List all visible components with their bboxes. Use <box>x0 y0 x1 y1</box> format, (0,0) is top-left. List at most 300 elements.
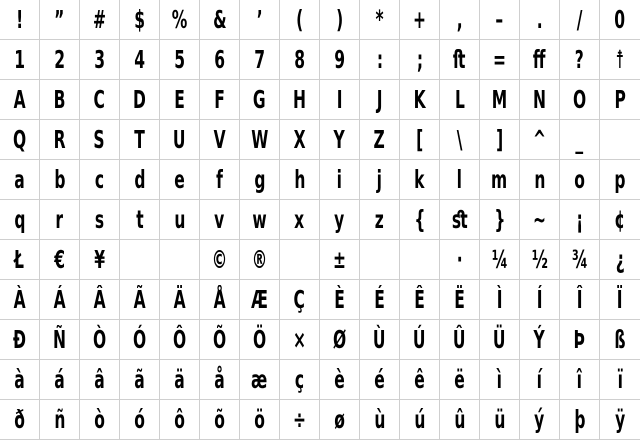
glyph-character: m <box>491 165 508 194</box>
glyph-cell[interactable] <box>520 160 560 200</box>
glyph-character: e <box>174 165 185 194</box>
glyph-character: A <box>13 85 26 114</box>
glyph-cell[interactable] <box>0 400 40 440</box>
glyph-character: / <box>576 5 583 34</box>
glyph-cell[interactable] <box>200 120 240 160</box>
glyph-character: á <box>54 365 65 394</box>
glyph-character: y <box>334 205 345 234</box>
glyph-cell[interactable] <box>280 0 320 40</box>
glyph-cell[interactable] <box>320 360 360 400</box>
glyph-character: # <box>92 5 106 34</box>
glyph-cell[interactable] <box>440 200 480 240</box>
glyph-character: Á <box>53 285 66 314</box>
glyph-character: d <box>133 165 146 194</box>
glyph-character: g <box>253 165 266 194</box>
glyph-cell[interactable] <box>120 160 160 200</box>
glyph-cell[interactable] <box>480 240 520 280</box>
glyph-cell[interactable] <box>520 200 560 240</box>
glyph-character: $ <box>134 5 145 34</box>
glyph-character: * <box>375 5 384 34</box>
glyph-character: { <box>413 205 426 234</box>
glyph-character: f <box>216 165 223 194</box>
glyph-character: p <box>614 165 626 194</box>
glyph-cell[interactable] <box>240 40 280 80</box>
glyph-cell[interactable] <box>280 320 320 360</box>
glyph-character: ) <box>335 5 344 34</box>
glyph-character: J <box>376 85 383 114</box>
glyph-cell[interactable] <box>520 320 560 360</box>
glyph-cell[interactable] <box>320 320 360 360</box>
glyph-cell[interactable] <box>560 360 600 400</box>
glyph-cell[interactable] <box>200 0 240 40</box>
glyph-character: R <box>53 125 66 154</box>
glyph-cell[interactable] <box>80 40 120 80</box>
glyph-character: Ó <box>132 325 147 354</box>
glyph-character: _ <box>575 125 584 154</box>
glyph-character: % <box>171 5 188 34</box>
glyph-cell[interactable] <box>80 160 120 200</box>
glyph-cell[interactable] <box>200 360 240 400</box>
glyph-character: = <box>492 45 506 74</box>
glyph-cell[interactable] <box>480 400 520 440</box>
glyph-character: M <box>491 85 508 114</box>
glyph-cell[interactable] <box>240 200 280 240</box>
glyph-character: L <box>454 85 465 114</box>
glyph-cell[interactable] <box>80 400 120 440</box>
glyph-cell[interactable] <box>0 40 40 80</box>
glyph-character: ñ <box>53 405 66 434</box>
glyph-cell[interactable] <box>320 0 360 40</box>
glyph-cell[interactable] <box>240 320 280 360</box>
glyph-cell[interactable] <box>560 160 600 200</box>
glyph-character: ß <box>614 325 626 354</box>
glyph-cell[interactable] <box>40 360 80 400</box>
glyph-cell[interactable] <box>600 120 640 160</box>
glyph-cell[interactable] <box>440 320 480 360</box>
glyph-character: P <box>614 85 626 114</box>
glyph-character: 4 <box>134 45 145 74</box>
glyph-character: 1 <box>14 45 25 74</box>
glyph-character: Í <box>536 285 543 314</box>
glyph-cell[interactable] <box>160 360 200 400</box>
glyph-cell[interactable] <box>320 240 360 280</box>
glyph-character: n <box>533 165 546 194</box>
glyph-cell[interactable] <box>120 240 160 280</box>
glyph-character: H <box>293 85 306 114</box>
glyph-cell[interactable] <box>400 320 440 360</box>
glyph-character: ï <box>617 365 623 394</box>
glyph-cell[interactable] <box>480 200 520 240</box>
glyph-cell[interactable] <box>280 360 320 400</box>
glyph-character: ± <box>332 245 346 274</box>
glyph-character: Ý <box>533 325 546 354</box>
glyph-cell[interactable] <box>600 320 640 360</box>
glyph-character: Ê <box>414 285 425 314</box>
glyph-cell[interactable] <box>240 280 280 320</box>
glyph-cell[interactable] <box>40 320 80 360</box>
glyph-cell[interactable] <box>520 360 560 400</box>
glyph-character: ? <box>574 45 584 74</box>
glyph-cell[interactable] <box>120 400 160 440</box>
glyph-character: 3 <box>94 45 105 74</box>
glyph-cell[interactable] <box>160 240 200 280</box>
glyph-cell[interactable] <box>160 400 200 440</box>
glyph-character: z <box>374 205 385 234</box>
glyph-character: · <box>456 245 463 274</box>
glyph-cell[interactable] <box>0 0 40 40</box>
glyph-cell[interactable] <box>560 200 600 240</box>
glyph-cell[interactable] <box>440 280 480 320</box>
glyph-cell[interactable] <box>320 400 360 440</box>
glyph-cell[interactable] <box>160 120 200 160</box>
glyph-character: æ <box>251 365 268 394</box>
glyph-cell[interactable] <box>440 240 480 280</box>
glyph-cell[interactable] <box>320 40 360 80</box>
glyph-character: Q <box>12 125 27 154</box>
glyph-character: v <box>214 205 225 234</box>
glyph-cell[interactable] <box>120 80 160 120</box>
glyph-cell[interactable] <box>600 160 640 200</box>
glyph-cell[interactable] <box>520 280 560 320</box>
glyph-cell[interactable] <box>240 80 280 120</box>
glyph-cell[interactable] <box>0 240 40 280</box>
glyph-character: ã <box>134 365 145 394</box>
glyph-character: X <box>293 125 306 154</box>
glyph-cell[interactable] <box>0 160 40 200</box>
glyph-cell[interactable] <box>200 280 240 320</box>
glyph-cell[interactable] <box>200 160 240 200</box>
glyph-character: ó <box>134 405 145 434</box>
glyph-cell[interactable] <box>160 40 200 80</box>
glyph-cell[interactable] <box>400 0 440 40</box>
glyph-character: ﬅ <box>453 45 466 74</box>
glyph-cell[interactable] <box>520 0 560 40</box>
glyph-cell[interactable] <box>360 240 400 280</box>
glyph-cell[interactable] <box>400 120 440 160</box>
glyph-character: r <box>55 205 64 234</box>
glyph-cell[interactable] <box>400 160 440 200</box>
glyph-cell[interactable] <box>120 120 160 160</box>
glyph-cell[interactable] <box>320 120 360 160</box>
glyph-character: S <box>93 125 106 154</box>
glyph-character: ô <box>174 405 185 434</box>
glyph-character: â <box>94 365 105 394</box>
glyph-cell[interactable] <box>480 80 520 120</box>
glyph-character: . <box>536 5 543 34</box>
glyph-cell[interactable] <box>400 200 440 240</box>
glyph-cell[interactable] <box>480 120 520 160</box>
glyph-cell[interactable] <box>160 200 200 240</box>
glyph-cell[interactable] <box>360 160 400 200</box>
glyph-cell[interactable] <box>440 40 480 80</box>
glyph-cell[interactable] <box>400 40 440 80</box>
glyph-cell[interactable] <box>560 400 600 440</box>
glyph-character: 7 <box>254 45 265 74</box>
glyph-cell[interactable] <box>400 80 440 120</box>
glyph-character: ä <box>174 365 185 394</box>
glyph-cell[interactable] <box>320 280 360 320</box>
glyph-cell[interactable] <box>120 280 160 320</box>
glyph-character: K <box>413 85 426 114</box>
glyph-cell[interactable] <box>120 320 160 360</box>
glyph-cell[interactable] <box>320 80 360 120</box>
glyph-character: ë <box>454 365 465 394</box>
glyph-cell[interactable] <box>520 80 560 120</box>
glyph-character: Î <box>576 285 583 314</box>
glyph-cell[interactable] <box>0 80 40 120</box>
glyph-cell[interactable] <box>600 400 640 440</box>
glyph-cell[interactable] <box>320 200 360 240</box>
glyph-character: ﬀ <box>533 45 546 74</box>
glyph-cell[interactable] <box>560 280 600 320</box>
glyph-character: Ï <box>617 285 623 314</box>
glyph-cell[interactable] <box>600 80 640 120</box>
glyph-cell[interactable] <box>40 0 80 40</box>
glyph-character: ö <box>254 405 265 434</box>
glyph-character: ç <box>294 365 305 394</box>
glyph-character: q <box>13 205 26 234</box>
glyph-character: ¿ <box>615 245 625 274</box>
glyph-character: s <box>94 205 105 234</box>
glyph-cell[interactable] <box>280 40 320 80</box>
glyph-cell[interactable] <box>80 0 120 40</box>
glyph-character: U <box>173 125 186 154</box>
glyph-cell[interactable] <box>40 240 80 280</box>
glyph-cell[interactable] <box>160 80 200 120</box>
glyph-character: 2 <box>54 45 65 74</box>
glyph-cell[interactable] <box>400 400 440 440</box>
glyph-cell[interactable] <box>200 200 240 240</box>
glyph-cell[interactable] <box>520 240 560 280</box>
glyph-character: 8 <box>294 45 305 74</box>
glyph-cell[interactable] <box>80 80 120 120</box>
glyph-character: G <box>253 85 266 114</box>
glyph-cell[interactable] <box>0 120 40 160</box>
glyph-character: ! <box>15 5 24 34</box>
glyph-cell[interactable] <box>480 280 520 320</box>
glyph-cell[interactable] <box>240 120 280 160</box>
glyph-character: ê <box>414 365 425 394</box>
glyph-character: è <box>334 365 345 394</box>
glyph-character: å <box>214 365 225 394</box>
glyph-cell[interactable] <box>320 160 360 200</box>
glyph-cell[interactable] <box>600 200 640 240</box>
glyph-cell[interactable] <box>240 160 280 200</box>
glyph-character: l <box>456 165 463 194</box>
glyph-character: Ú <box>413 325 426 354</box>
glyph-cell[interactable] <box>40 400 80 440</box>
glyph-character: C <box>93 85 106 114</box>
glyph-character: ò <box>94 405 105 434</box>
glyph-character: [ <box>415 125 424 154</box>
glyph-character: È <box>334 285 345 314</box>
glyph-cell[interactable] <box>240 360 280 400</box>
glyph-cell[interactable] <box>400 280 440 320</box>
glyph-cell[interactable] <box>40 40 80 80</box>
glyph-character: Û <box>453 325 466 354</box>
glyph-cell[interactable] <box>80 120 120 160</box>
glyph-cell[interactable] <box>200 80 240 120</box>
glyph-character: ¡ <box>575 205 584 234</box>
glyph-character: þ <box>573 405 586 434</box>
glyph-character: © <box>211 245 228 274</box>
glyph-character: a <box>14 165 25 194</box>
glyph-character: Ü <box>493 325 506 354</box>
glyph-cell[interactable] <box>120 200 160 240</box>
glyph-cell[interactable] <box>80 360 120 400</box>
glyph-character: ¢ <box>614 205 626 234</box>
glyph-character: ½ <box>531 245 548 274</box>
glyph-character: Ñ <box>53 325 66 354</box>
glyph-cell[interactable] <box>360 40 400 80</box>
glyph-cell[interactable] <box>360 120 400 160</box>
glyph-cell[interactable] <box>280 400 320 440</box>
glyph-cell[interactable] <box>480 160 520 200</box>
glyph-cell[interactable] <box>560 120 600 160</box>
glyph-character: Y <box>333 125 346 154</box>
glyph-character: 9 <box>334 45 345 74</box>
glyph-cell[interactable] <box>240 400 280 440</box>
glyph-cell[interactable] <box>560 0 600 40</box>
glyph-character: t <box>135 205 144 234</box>
glyph-cell[interactable] <box>40 200 80 240</box>
glyph-cell[interactable] <box>280 200 320 240</box>
glyph-cell[interactable] <box>0 360 40 400</box>
glyph-cell[interactable] <box>160 160 200 200</box>
glyph-cell[interactable] <box>440 80 480 120</box>
glyph-character: î <box>576 365 583 394</box>
glyph-cell[interactable] <box>360 400 400 440</box>
glyph-character: W <box>250 125 269 154</box>
glyph-character: ÿ <box>614 405 626 434</box>
glyph-character: ; <box>416 45 423 74</box>
glyph-cell[interactable] <box>280 160 320 200</box>
glyph-cell[interactable] <box>280 240 320 280</box>
glyph-cell[interactable] <box>200 40 240 80</box>
glyph-cell[interactable] <box>440 120 480 160</box>
glyph-cell[interactable] <box>280 280 320 320</box>
glyph-character: ÷ <box>292 405 306 434</box>
glyph-character: h <box>293 165 306 194</box>
glyph-cell[interactable] <box>600 360 640 400</box>
glyph-cell[interactable] <box>440 0 480 40</box>
glyph-cell[interactable] <box>560 80 600 120</box>
glyph-cell[interactable] <box>80 280 120 320</box>
glyph-character: 6 <box>214 45 225 74</box>
glyph-cell[interactable] <box>240 240 280 280</box>
glyph-cell[interactable] <box>560 240 600 280</box>
glyph-character: Ô <box>172 325 187 354</box>
glyph-cell[interactable] <box>600 280 640 320</box>
glyph-cell[interactable] <box>120 0 160 40</box>
glyph-character: Ä <box>173 285 186 314</box>
glyph-character: ý <box>534 405 545 434</box>
glyph-cell[interactable] <box>520 40 560 80</box>
glyph-cell[interactable] <box>440 360 480 400</box>
glyph-cell[interactable] <box>480 40 520 80</box>
glyph-cell[interactable] <box>40 280 80 320</box>
glyph-character: ¥ <box>94 245 105 274</box>
glyph-cell[interactable] <box>120 360 160 400</box>
glyph-cell[interactable] <box>440 160 480 200</box>
glyph-cell[interactable] <box>360 360 400 400</box>
glyph-character: ’ <box>256 5 263 34</box>
glyph-cell[interactable] <box>560 320 600 360</box>
glyph-character: Ç <box>293 285 306 314</box>
glyph-cell[interactable] <box>440 400 480 440</box>
glyph-character: , <box>456 5 463 34</box>
glyph-cell[interactable] <box>160 0 200 40</box>
glyph-character: Ò <box>92 325 107 354</box>
glyph-cell[interactable] <box>480 320 520 360</box>
glyph-character: û <box>453 405 466 434</box>
glyph-cell[interactable] <box>520 400 560 440</box>
glyph-character: I <box>336 85 343 114</box>
glyph-cell[interactable] <box>80 240 120 280</box>
glyph-cell[interactable] <box>480 360 520 400</box>
glyph-cell[interactable] <box>40 120 80 160</box>
glyph-character: ^ <box>532 125 546 154</box>
glyph-character: × <box>292 325 306 354</box>
glyph-cell[interactable] <box>360 80 400 120</box>
glyph-character: b <box>53 165 66 194</box>
glyph-cell[interactable] <box>280 80 320 120</box>
glyph-character: Æ <box>251 285 268 314</box>
glyph-character: Ë <box>454 285 465 314</box>
glyph-cell[interactable] <box>360 200 400 240</box>
glyph-character: j <box>376 165 383 194</box>
glyph-cell[interactable] <box>400 360 440 400</box>
glyph-cell[interactable] <box>0 320 40 360</box>
glyph-cell[interactable] <box>360 0 400 40</box>
glyph-character: é <box>374 365 385 394</box>
glyph-cell[interactable] <box>160 320 200 360</box>
glyph-cell[interactable] <box>600 240 640 280</box>
glyph-cell[interactable] <box>600 0 640 40</box>
glyph-cell[interactable] <box>600 40 640 80</box>
glyph-cell[interactable] <box>400 240 440 280</box>
glyph-cell[interactable] <box>200 400 240 440</box>
glyph-cell[interactable] <box>360 280 400 320</box>
glyph-cell[interactable] <box>480 0 520 40</box>
glyph-cell[interactable] <box>560 40 600 80</box>
glyph-cell[interactable] <box>80 200 120 240</box>
glyph-cell[interactable] <box>160 280 200 320</box>
glyph-character: € <box>54 245 65 274</box>
glyph-cell[interactable] <box>200 320 240 360</box>
glyph-cell[interactable] <box>80 320 120 360</box>
glyph-cell[interactable] <box>120 40 160 80</box>
glyph-cell[interactable] <box>0 200 40 240</box>
glyph-character: à <box>14 365 25 394</box>
glyph-character: Ö <box>252 325 267 354</box>
glyph-character: ú <box>413 405 426 434</box>
glyph-character: D <box>133 85 146 114</box>
glyph-cell[interactable] <box>0 280 40 320</box>
glyph-cell[interactable] <box>40 80 80 120</box>
glyph-cell[interactable] <box>40 160 80 200</box>
glyph-cell[interactable] <box>280 120 320 160</box>
glyph-character: Ì <box>496 285 503 314</box>
glyph-cell[interactable] <box>520 120 560 160</box>
glyph-character: ﬆ <box>451 205 468 234</box>
glyph-cell[interactable] <box>360 320 400 360</box>
glyph-cell[interactable] <box>240 0 280 40</box>
glyph-cell[interactable] <box>200 240 240 280</box>
glyph-character: 0 <box>614 5 626 34</box>
glyph-character: ¼ <box>491 245 508 274</box>
glyph-character: x <box>294 205 305 234</box>
